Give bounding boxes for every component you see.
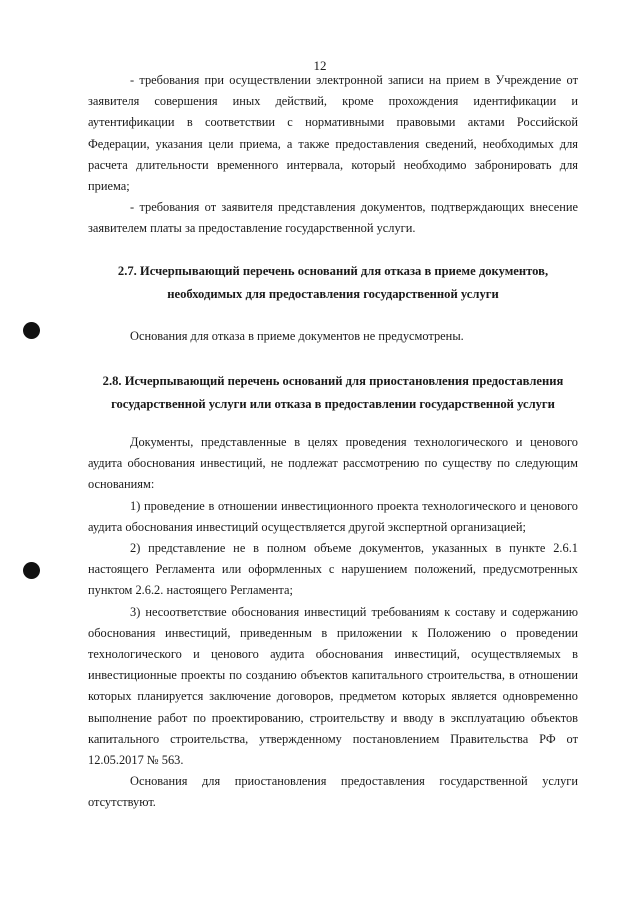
- list-item: 3) несоответствие обоснования инвестиций требованиям к составу и содержанию обоснования инвестиций, приведенным в приложении к Положению о проведении технологического и ценового аудита обоснования инвестиций, осуществляемых в инвестиционные проекты по созданию объектов капитального строительства, в отношении которых планируется заключение договоров, предметом которых является одновременно выполнение работ по проектированию, строительству и вводу в эксплуатацию объектов капитального строительства, утвержденному постановлением Правительства РФ от 12.05.2017 № 563.: [88, 604, 578, 768]
- list-item: - требования при осуществлении электронной записи на прием в Учреждение от заявителя совершения иных действий, кроме прохождения идентификации и аутентификации в соответствии с нормативными правовыми актами Российской Федерации, указания цели приема, а также предоставления сведений, необходимых для расчета длительности временного интервала, который необходимо забронировать для приема;: [88, 73, 578, 194]
- page-number: 12: [313, 58, 327, 73]
- punch-hole: [23, 322, 40, 339]
- list-item: 1) проведение в отношении инвестиционного проекта технологического и ценового аудита обоснования инвестиций осуществляется другой экспертной организацией;: [88, 498, 578, 534]
- list-item: - требования от заявителя представления документов, подтверждающих внесение заявителем платы за предоставление государственной услуги.: [88, 200, 578, 236]
- heading-line: государственной услуги или отказа в предоставлении государственной услуги: [111, 397, 555, 411]
- section-2-8-body: [88, 432, 578, 814]
- punch-hole: [23, 562, 40, 579]
- section-2-7-text: [88, 326, 578, 347]
- paragraph: Основания для приостановления предоставления государственной услуги отсутствуют.: [88, 774, 578, 810]
- section-2-8-heading: [88, 370, 578, 416]
- paragraph: Документы, представленные в целях проведения технологического и ценового аудита обоснования инвестиций, не подлежат рассмотрению по существу по следующим основаниям:: [88, 435, 578, 492]
- heading-line: 2.8. Исчерпывающий перечень оснований для приостановления предоставления: [102, 374, 564, 388]
- heading-line: необходимых для предоставления государственной услуги: [167, 287, 499, 301]
- heading-line: 2.7. Исчерпывающий перечень оснований для отказа в приеме документов,: [117, 264, 549, 278]
- paragraph: Основания для отказа в приеме документов не предусмотрены.: [130, 329, 464, 343]
- section-2-7-heading: [88, 260, 578, 306]
- list-item: 2) представление не в полном объеме документов, указанных в пункте 2.6.1 настоящего Регламента или оформленных с нарушением положений, предусмотренных пунктом 2.6.2. настоящего Регламента;: [88, 541, 578, 598]
- requirements-list: [88, 70, 578, 240]
